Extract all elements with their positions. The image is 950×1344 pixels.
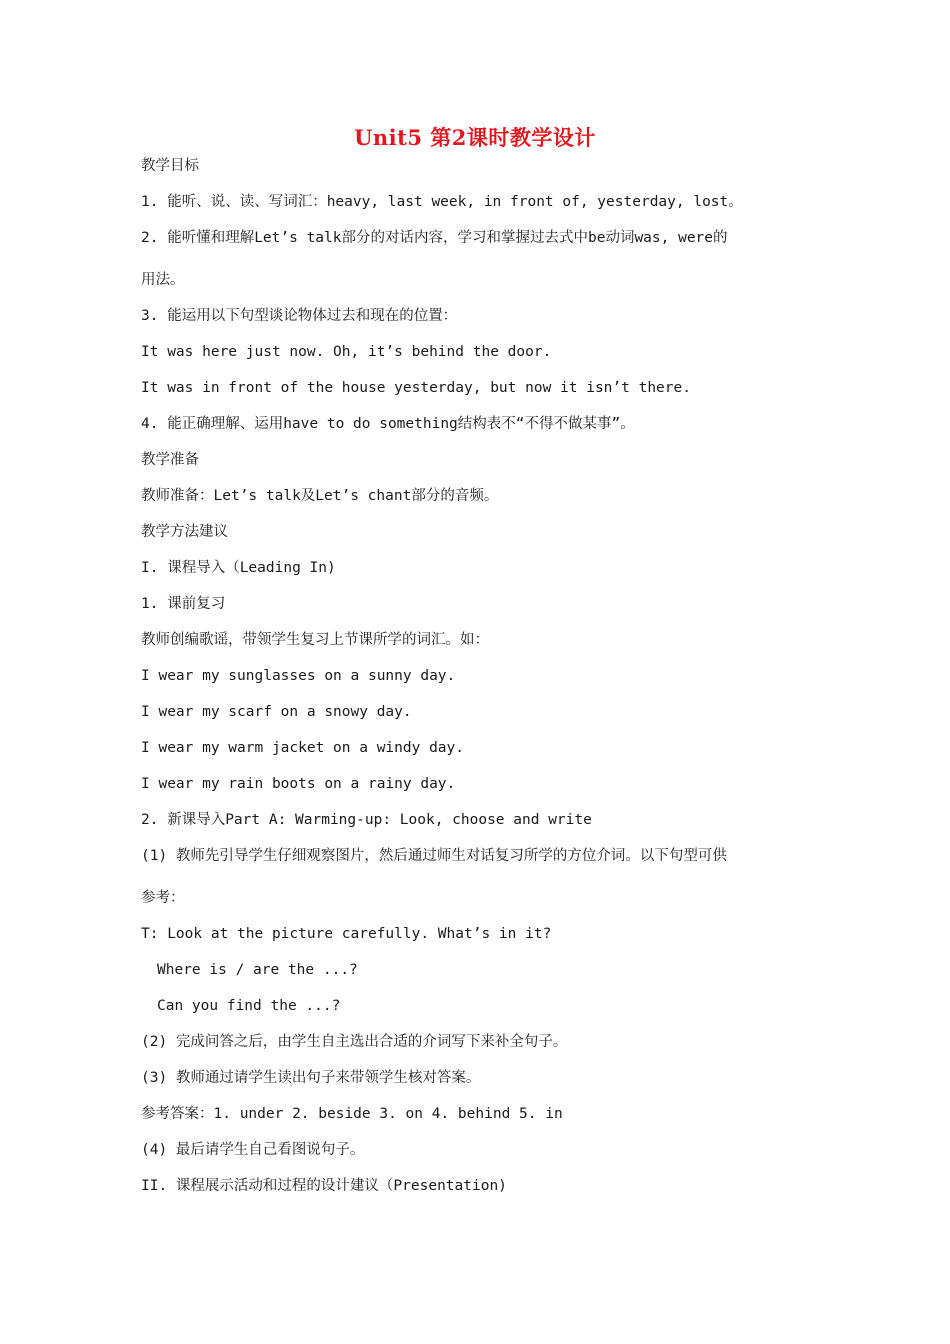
objective-item-2: 2. 能听懂和理解Let’s talk部分的对话内容，学习和掌握过去式中be动词was, were的 [141, 230, 728, 246]
page-title: Unit5 第2课时教学设计 [354, 125, 596, 150]
dialogue-line: Can you find the ...? [157, 998, 341, 1014]
section-presentation: II. 课程展示活动和过程的设计建议（Presentation) [141, 1178, 507, 1194]
objective-item-1: 1. 能听、说、读、写词汇：heavy, last week, in front of, yesterday, lost。 [141, 194, 743, 210]
section-leading-in: I. 课程导入（Leading In) [141, 560, 336, 576]
dialogue-line: T: Look at the picture carefully. What’s in it? [141, 926, 552, 942]
chant-line: I wear my warm jacket on a windy day. [141, 740, 465, 756]
step-3: (3) 教师通过请学生读出句子来带领学生核对答案。 [141, 1070, 481, 1086]
step-2: (2) 完成问答之后，由学生自主选出合适的介词写下来补全句子。 [141, 1034, 568, 1050]
objective-item-2-cont: 用法。 [141, 272, 185, 288]
review-text: 教师创编歌谣，带领学生复习上节课所学的词汇。如： [141, 632, 489, 648]
objective-item-4: 4. 能正确理解、运用have to do something结构表不“不得不做某事”。 [141, 416, 635, 432]
step-1: (1) 教师先引导学生仔细观察图片，然后通过师生对话复习所学的方位介词。以下句型可供 [141, 848, 727, 864]
objective-item-3: 3. 能运用以下句型谈论物体过去和现在的位置： [141, 308, 458, 324]
section-heading-preparation: 教学准备 [141, 452, 199, 468]
dialogue-line: Where is / are the ...? [157, 962, 358, 978]
chant-line: I wear my scarf on a snowy day. [141, 704, 412, 720]
chant-line: I wear my rain boots on a rainy day. [141, 776, 456, 792]
preparation-text: 教师准备：Let’s talk及Let’s chant部分的音频。 [141, 488, 499, 504]
section-heading-objectives: 教学目标 [141, 158, 199, 174]
step-1-cont: 参考： [141, 890, 185, 906]
subsection-warming-up: 2. 新课导入Part A: Warming-up: Look, choose and write [141, 812, 592, 828]
example-sentence: It was in front of the house yesterday, but now it isn’t there. [141, 380, 691, 396]
subsection-review: 1. 课前复习 [141, 596, 226, 612]
example-sentence: It was here just now. Oh, it’s behind the door. [141, 344, 552, 360]
section-heading-methods: 教学方法建议 [141, 524, 228, 540]
answer-key: 参考答案：1. under 2. beside 3. on 4. behind 5. in [141, 1106, 563, 1122]
document-body [141, 148, 821, 1204]
step-4: (4) 最后请学生自己看图说句子。 [141, 1142, 365, 1158]
chant-line: I wear my sunglasses on a sunny day. [141, 668, 456, 684]
